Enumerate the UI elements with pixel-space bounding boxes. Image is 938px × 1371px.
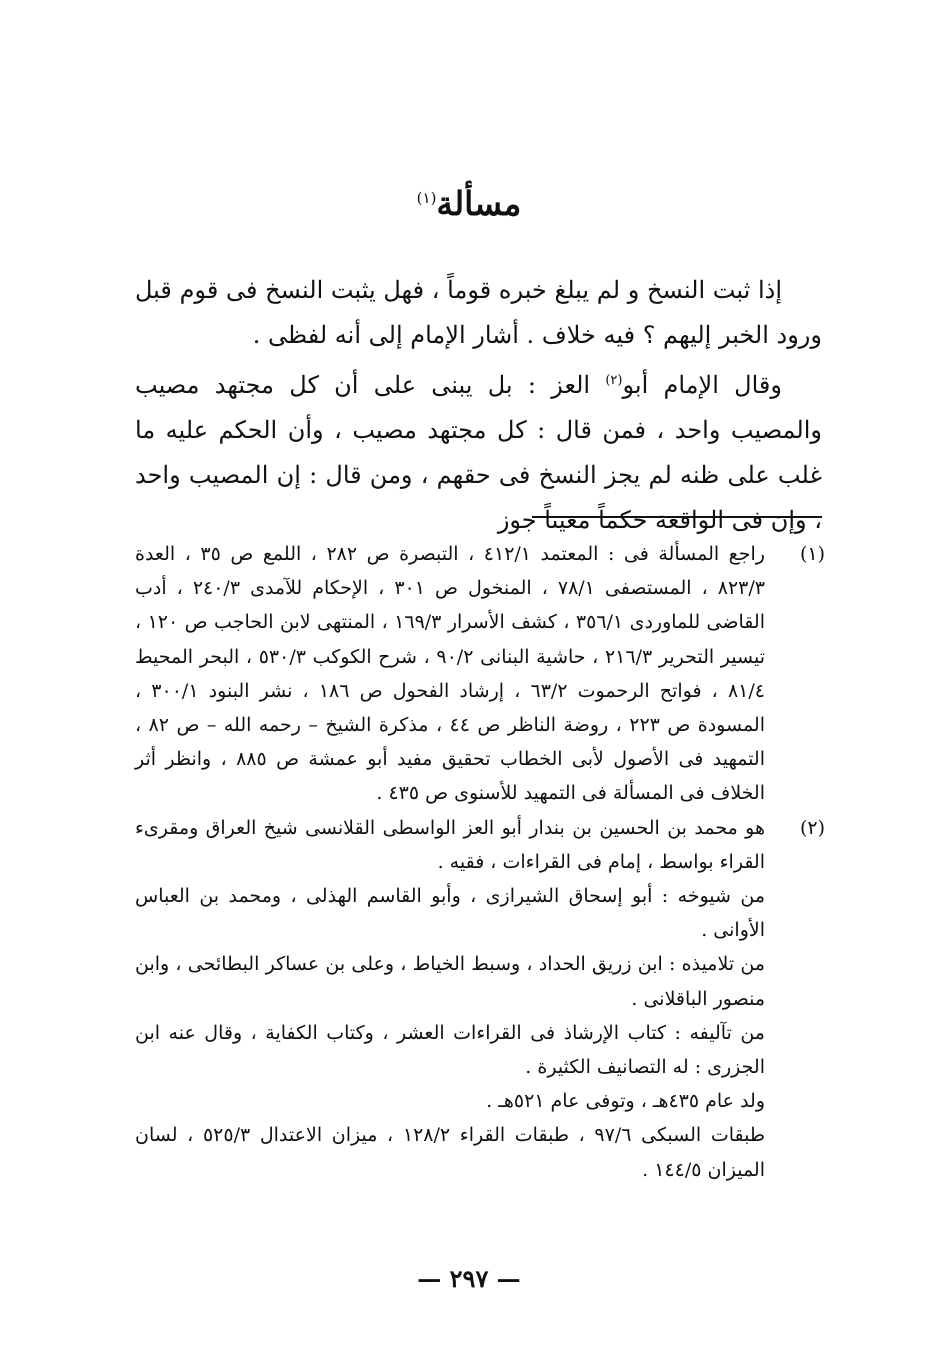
section-title	[0, 170, 938, 232]
footnote-paragraph: ولد عام ٤٣٥هـ ، وتوفى عام ٥٢١هـ .	[486, 1090, 765, 1113]
footnote-paragraph: هو محمد بن الحسين بن بندار أبو العز الواسطى القلانسى شيخ العراق ومقرىء القراء بواسط ، إمام فى القراءات ، فقيه .	[135, 816, 765, 873]
footnote-number: (٢)	[799, 816, 825, 839]
footnote-1	[135, 537, 825, 811]
footnote-paragraph: من شيوخه : أبو إسحاق الشيرازى ، وأبو القاسم الهذلى ، ومحمد بن العباس الأوانى .	[135, 885, 765, 942]
page-number: — ٢٩٧ —	[417, 1264, 521, 1293]
footnote-paragraph: راجع المسألة فى : المعتمد ٤١٢/١ ، التبصرة ص ٢٨٢ ، اللمع ص ٣٥ ، العدة ٨٢٣/٣ ، المستصفى ٧٨/١ ، المنخول ص ٣٠١ ، الإحكام للآمدى ٢٤٠/٣ ، أدب القاضى للماوردى ٣٥٦/١ ، كشف الأسرار ١٦٩/٣ ، المنتهى لابن الحاجب ص ١٢٠ ، تيسير التحرير ٢١٦/٣ ، حاشية البنانى ٩٠/٢ ، شرح الكوكب ٥٣٠/٣ ، البحر المحيط ٨١/٤ ، فواتح الرحموت ٦٣/٢ ، إرشاد الفحول ص ١٨٦ ، نشر البنود ٣٠٠/١ ، المسودة ص ٢٢٣ ، روضة الناظر ص ٤٤ ، مذكرة الشيخ – رحمه الله – ص ٨٢ ، التمهيد فى الأصول لأبى الخطاب تحقيق مفيد أبو عمشة ص ٨٨٥ ، وانظر أثر الخلاف فى المسألة فى التمهيد للأسنوى ص ٤٣٥ .	[135, 543, 765, 805]
paragraph-2-rest: العز : بل يبنى على أن كل مجتهد مصيب والمصيب واحد ، فمن قال : كل مجتهد مصيب ، وأن الحكم عليه ما غلب على ظنه لم يجز النسخ فى حقهم ، ومن قال : إن المصيب واحد ، وإن فى الواقعة حكماً معيناً جوز	[135, 371, 822, 534]
footnote-paragraph: من تآليفه : كتاب الإرشاذ فى القراءات العشر ، وكتاب الكفاية ، وقال عنه ابن الجزرى : له التصانيف الكثيرة .	[135, 1021, 765, 1079]
footnote-number: (١)	[799, 543, 825, 565]
main-text	[135, 268, 822, 543]
paragraph-1: إذا ثبت النسخ و لم يبلغ خبره قوماً ، فهل يثبت النسخ فى قوم قبل ورود الخبر إليهم ؟ فيه خلاف . أشار الإمام إلى أنه لفظى .	[135, 276, 822, 349]
footnote-paragraph: طبقات السبكى ٩٧/٦ ، طبقات القراء ١٢٨/٢ ، ميزان الاعتدال ٥٢٥/٣ ، لسان الميزان ١٤٤/٥ .	[135, 1124, 765, 1181]
footnote-paragraph: من تلاميذه : ابن زريق الحداد ، وسبط الخياط ، وعلى بن عساكر البطائحى ، وابن منصور الباقلانى .	[135, 953, 765, 1010]
footnotes	[135, 537, 825, 1187]
paragraph-2-start: وقال الإمام أبو	[622, 371, 782, 399]
title-footnote-ref: (١)	[416, 189, 437, 207]
footnote-2	[135, 811, 825, 1187]
footnote-ref-2: (٢)	[605, 373, 623, 388]
footnote-separator	[532, 516, 822, 518]
section-title-text: مسألة	[436, 184, 522, 223]
